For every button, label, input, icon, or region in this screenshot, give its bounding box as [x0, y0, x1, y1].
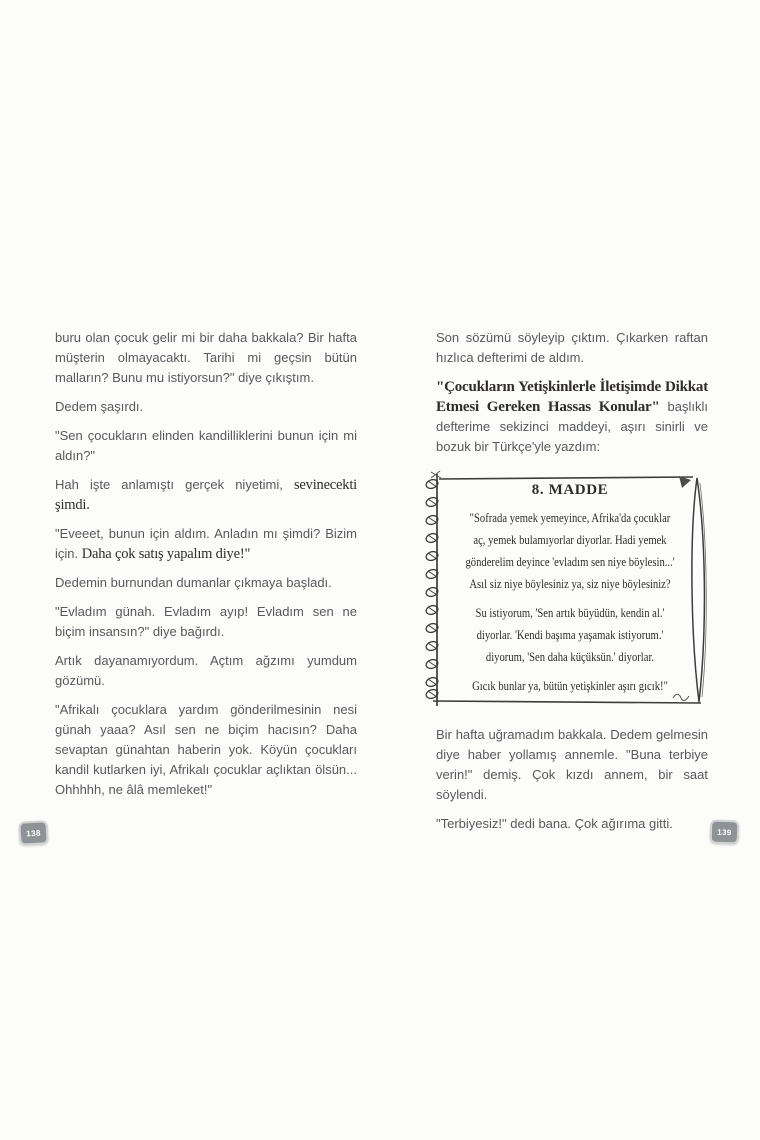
paragraph: Hah işte anlamıştı gerçek niyetimi, sevinecekti şimdi. — [55, 477, 357, 513]
paragraph: "Eveeet, bunun için aldım. Anladın mı şimdi? Bizim için. Daha çok satış yapalım diye!" — [55, 526, 357, 562]
paragraph: "Sen çocukların elinden kandilliklerini bunun için mi aldın?" — [55, 428, 357, 463]
notebook-line: diyorum, 'Sen daha küçüksün.' diyorlar. — [485, 650, 655, 664]
notebook-paragraph — [447, 675, 693, 697]
left-page-text — [55, 328, 357, 800]
paragraph: Bir hafta uğramadım bakkala. Dedem gelmesin diye haber yollamış annemle. "Buna terbiye verin!" demiş. Çok kızdı annem, bir saat söylendi. — [436, 727, 708, 802]
paragraph: buru olan çocuk gelir mi bir daha bakkala? Bir hafta müşterin olmayacaktı. Tarihi mi geçsin bütün malların? Bunu mu istiyorsun?" diye çıkıştım. — [55, 330, 357, 385]
right-page-outro-text — [436, 725, 708, 834]
notebook-line: diyorlar. 'Kendi başıma yaşamak istiyorum.' — [476, 628, 664, 642]
right-page — [436, 328, 708, 843]
notebook-heading: 8. MADDE — [531, 482, 609, 498]
notebook-line: Gıcık bunlar ya, bütün yetişkinler aşırı gıcık!" — [472, 679, 668, 693]
page-number: 139 — [717, 827, 732, 837]
paragraph: "Terbiyesiz!" dedi bana. Çok ağırıma gitti. — [436, 816, 673, 831]
notebook-line: Asıl siz niye böylesiniz ya, siz niye böylesiniz? — [469, 577, 671, 591]
notebook-note — [425, 470, 717, 710]
notebook-paragraph — [447, 507, 693, 595]
left-page — [55, 328, 357, 809]
notebook-paragraph — [447, 602, 693, 668]
notebook-content — [447, 479, 693, 704]
page-number: 138 — [25, 828, 42, 838]
scribble-icon — [431, 471, 441, 478]
paragraph: "Evladım günah. Evladım ayıp! Evladım sen ne biçim insansın?" diye bağırdı. — [55, 604, 357, 639]
notebook-line: Su istiyorum, 'Sen artık büyüdün, kendin al.' — [475, 606, 665, 620]
page-number-badge — [18, 820, 48, 845]
page-number-badge — [710, 820, 740, 845]
notebook-line: gönderelim deyince 'evladım sen niye böylesin...' — [465, 555, 675, 569]
paragraph: "Çocukların Yetişkinlerle İletişimde Dikkat Etmesi Gereken Hassas Konular" başlıklı defterime sekizinci maddeyi, aşırı sinirli ve bozuk bir Türkçe'yle yazdım: — [436, 379, 708, 454]
notebook-line: aç, yemek bulamıyorlar diyorlar. Hadi yemek — [473, 533, 667, 547]
paragraph: Dedem şaşırdı. — [55, 399, 144, 414]
notebook-line: "Sofrada yemek yemeyince, Afrika'da çocuklar — [469, 511, 671, 525]
paragraph: Dedemin burnundan dumanlar çıkmaya başladı. — [55, 575, 332, 590]
right-page-intro-text — [436, 328, 708, 457]
paragraph: Son sözümü söyleyip çıktım. Çıkarken raftan hızlıca defterimi de aldım. — [436, 330, 708, 365]
paragraph: "Afrikalı çocuklara yardım gönderilmesinin nesi günah yaaa? Asıl sen ne biçim hacısın? Daha sevaptan günahtan haberin yok. Köyün çocukları kandil kutlarken iyi, Afrikalı çocuklar açlıktan ölsün... Ohhhhh, ne âlâ memleket!" — [55, 702, 357, 797]
paragraph: Artık dayanamıyordum. Açtım ağzımı yumdum gözümü. — [55, 653, 357, 688]
notebook-text — [447, 507, 693, 697]
